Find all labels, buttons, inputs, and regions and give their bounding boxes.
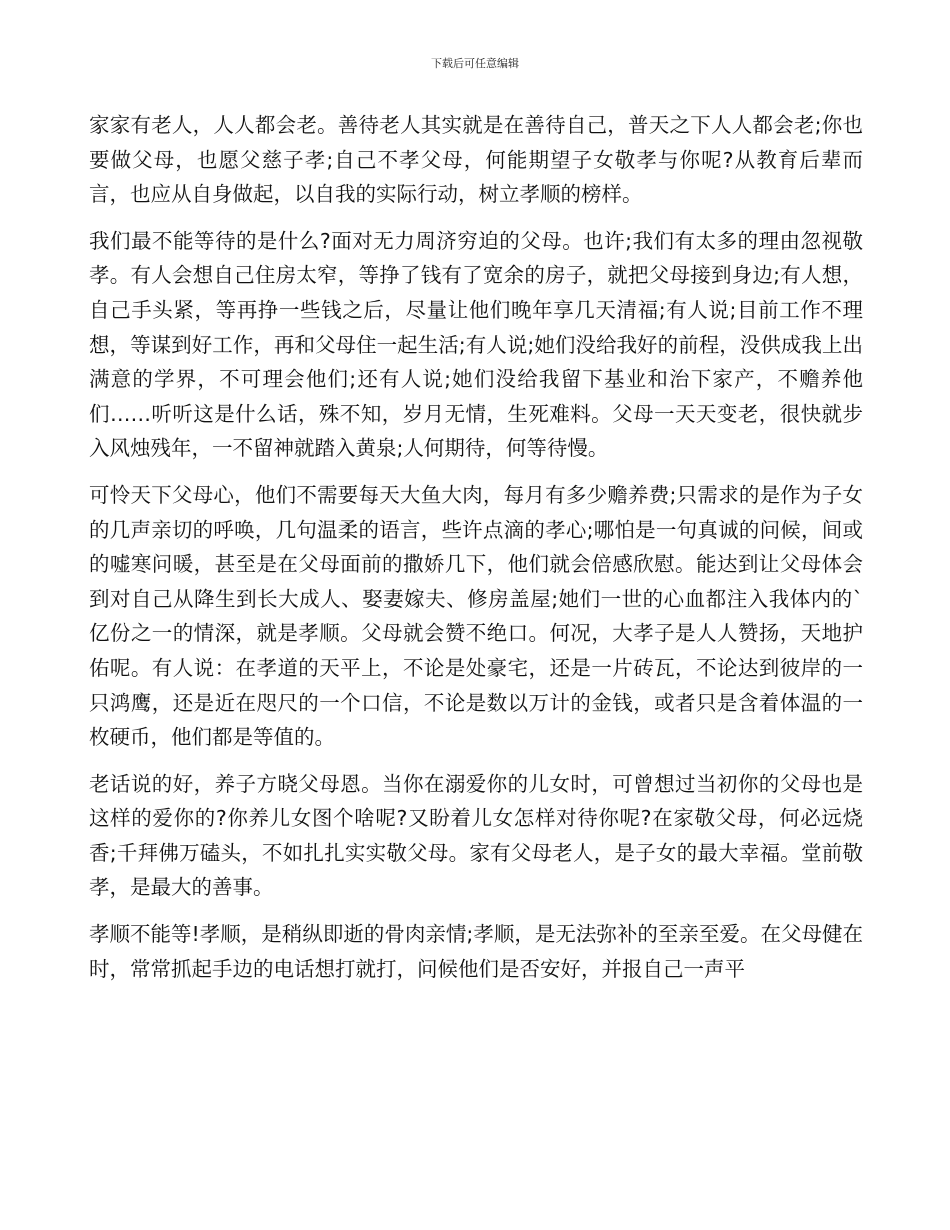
paragraph-5: 孝顺不能等!孝顺，是稍纵即逝的骨肉亲情;孝顺，是无法弥补的至亲至爱。在父母健在时，常常抓起手边的电话想打就打，问候他们是否安好，并报自己一声平	[89, 922, 863, 981]
paragraph-2: 我们最不能等待的是什么?面对无力周济穷迫的父母。也许;我们有太多的理由忽视敬孝。有人会想自己住房太窄，等挣了钱有了宽余的房子，就把父母接到身边;有人想，自己手头紧，等再挣一些钱之后，尽量让他们晚年享几天清福;有人说;目前工作不理想，等谋到好工作，再和父母住一起生活;有人说;她们没给我好的前程，没供成我上出满意的学界，不可理会他们;还有人说;她们没给我留下基业和治下家产，不赡养他们……听听这是什么话，殊不知，岁月无情，生死难料。父母一天天变老，很快就步入风烛残年，一不留神就踏入黄泉;人何期待，何等待慢。	[89, 228, 863, 461]
document-body	[89, 108, 863, 998]
page-header-note: 下载后可任意编辑	[431, 57, 519, 70]
paragraph-4: 老话说的好，养子方晓父母恩。当你在溺爱你的儿女时，可曾想过当初你的父母也是这样的爱你的?你养儿女图个啥呢?又盼着儿女怎样对待你呢?在家敬父母，何必远烧香;千拜佛万磕头，不如扎扎实实敬父母。家有父母老人，是子女的最大幸福。堂前敬孝，是最大的善事。	[89, 771, 863, 900]
paragraph-1: 家家有老人，人人都会老。善待老人其实就是在善待自己，普天之下人人都会老;你也要做父母，也愿父慈子孝;自己不孝父母，何能期望子女敬孝与你呢?从教育后辈而言，也应从自身做起，以自我的实际行动，树立孝顺的榜样。	[89, 113, 863, 207]
paragraph-3: 可怜天下父母心，他们不需要每天大鱼大肉，每月有多少赡养费;只需求的是作为子女的几声亲切的呼唤，几句温柔的语言，些许点滴的孝心;哪怕是一句真诚的问候，间或的嘘寒问暖，甚至是在父母面前的撒娇几下，他们就会倍感欣慰。能达到让父母体会到对自己从降生到长大成人、娶妻嫁夫、修房盖屋;她们一世的心血都注入我体内的`亿份之一的情深，就是孝顺。父母就会赞不绝口。何况，大孝子是人人赞扬，天地护佑呢。有人说：在孝道的天平上，不论是处豪宅，还是一片砖瓦，不论达到彼岸的一只鸿鹰，还是近在咫尺的一个口信，不论是数以万计的金钱，或者只是含着体温的一枚硬币，他们都是等值的。	[89, 482, 863, 750]
